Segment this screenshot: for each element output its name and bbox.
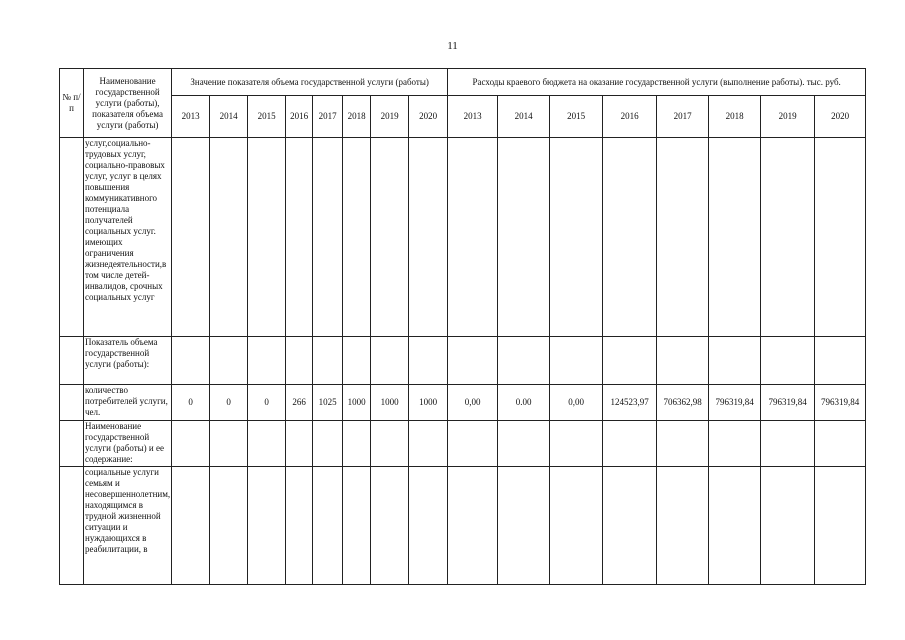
header-year-value: 2017: [313, 96, 343, 138]
row-num-cell: [60, 421, 84, 467]
expense-cell: [815, 421, 866, 467]
expense-cell: [448, 467, 498, 585]
header-year-value: 2018: [343, 96, 371, 138]
value-cell: [172, 138, 210, 337]
header-year-value: 2019: [371, 96, 409, 138]
header-year-value: 2015: [248, 96, 286, 138]
value-cell: [409, 421, 448, 467]
row-num-cell: [60, 138, 84, 337]
expense-cell: [498, 467, 550, 585]
header-year-expense: 2013: [448, 96, 498, 138]
expense-cell: 0,00: [448, 385, 498, 421]
value-cell: [343, 138, 371, 337]
expense-cell: [761, 337, 815, 385]
value-cell: [371, 421, 409, 467]
row-label: социальные услуги семьям и несовершеннолетним, находящимся в трудной жизненной ситуации и нуждающихся в реабилитации, в: [84, 467, 172, 585]
header-num: № п/ п: [60, 69, 84, 138]
header-name: Наименование государственной услуги (работы), показателя объема услуги (работы): [84, 69, 172, 138]
value-cell: 1025: [313, 385, 343, 421]
expense-cell: [815, 467, 866, 585]
row-label: Наименование государственной услуги (работы) и ее содержание:: [84, 421, 172, 467]
expense-cell: [709, 421, 761, 467]
row-num-cell: [60, 467, 84, 585]
expense-cell: [603, 337, 657, 385]
table-row: [60, 385, 866, 421]
expense-cell: [815, 138, 866, 337]
value-cell: [286, 138, 313, 337]
expense-cell: 0.00: [498, 385, 550, 421]
expense-cell: [761, 467, 815, 585]
value-cell: [210, 138, 248, 337]
value-cell: [409, 138, 448, 337]
header-year-expense: 2018: [709, 96, 761, 138]
value-cell: [313, 138, 343, 337]
expense-cell: [498, 421, 550, 467]
value-cell: 0: [172, 385, 210, 421]
header-year-value: 2013: [172, 96, 210, 138]
value-cell: [286, 421, 313, 467]
value-cell: [371, 337, 409, 385]
value-cell: 0: [210, 385, 248, 421]
expense-cell: [550, 421, 603, 467]
header-year-expense: 2020: [815, 96, 866, 138]
expense-cell: 0,00: [550, 385, 603, 421]
value-cell: [210, 421, 248, 467]
table-row: [60, 421, 866, 467]
expense-cell: 706362,98: [657, 385, 709, 421]
value-cell: [248, 138, 286, 337]
expense-cell: [498, 138, 550, 337]
value-cell: [248, 337, 286, 385]
value-cell: 1000: [343, 385, 371, 421]
page-number: 11: [447, 40, 458, 52]
value-cell: [313, 337, 343, 385]
expense-cell: [448, 421, 498, 467]
value-cell: [343, 421, 371, 467]
value-cell: [172, 337, 210, 385]
expense-cell: [761, 421, 815, 467]
expense-cell: 796319,84: [709, 385, 761, 421]
expense-cell: 796319,84: [761, 385, 815, 421]
expense-cell: 796319,84: [815, 385, 866, 421]
table-row: [60, 337, 866, 385]
expense-cell: [657, 337, 709, 385]
expense-cell: [550, 337, 603, 385]
expense-cell: [448, 337, 498, 385]
header-year-expense: 2014: [498, 96, 550, 138]
value-cell: [248, 467, 286, 585]
expense-cell: [448, 138, 498, 337]
expense-cell: [815, 337, 866, 385]
value-cell: [409, 337, 448, 385]
header-value-group: Значение показателя объема государственной услуги (работы): [172, 69, 448, 96]
header-year-expense: 2019: [761, 96, 815, 138]
header-year-expense: 2015: [550, 96, 603, 138]
value-cell: [210, 337, 248, 385]
header-year-value: 2014: [210, 96, 248, 138]
value-cell: [248, 421, 286, 467]
value-cell: [210, 467, 248, 585]
table-row: [60, 138, 866, 337]
budget-table: [59, 68, 866, 585]
value-cell: [409, 467, 448, 585]
header-year-value: 2016: [286, 96, 313, 138]
value-cell: [172, 421, 210, 467]
expense-cell: [657, 138, 709, 337]
expense-cell: [550, 138, 603, 337]
value-cell: [172, 467, 210, 585]
value-cell: [286, 337, 313, 385]
header-year-value: 2020: [409, 96, 448, 138]
row-label: количество потребителей услуги, чел.: [84, 385, 172, 421]
expense-cell: [603, 138, 657, 337]
expense-cell: [657, 421, 709, 467]
value-cell: [371, 138, 409, 337]
expense-cell: [761, 138, 815, 337]
expense-cell: [709, 467, 761, 585]
row-label: услуг,социально-трудовых услуг, социально-правовых услуг, услуг в целях повышения коммуникативного потенциала получателей социальных услуг. имеющих ограничения жизнедеятельности,в том числе детей-инвалидов, срочных социальных услуг: [84, 138, 172, 337]
header-expense-group: Расходы краевого бюджета на оказание государственной услуги (выполнение работы). тыс. руб.: [448, 69, 866, 96]
expense-cell: [709, 138, 761, 337]
row-label: Показатель объема государственной услуги (работы):: [84, 337, 172, 385]
header-year-expense: 2017: [657, 96, 709, 138]
expense-cell: [550, 467, 603, 585]
value-cell: [313, 467, 343, 585]
expense-cell: [498, 337, 550, 385]
value-cell: [343, 337, 371, 385]
value-cell: 266: [286, 385, 313, 421]
value-cell: [343, 467, 371, 585]
value-cell: 0: [248, 385, 286, 421]
expense-cell: 124523,97: [603, 385, 657, 421]
value-cell: [371, 467, 409, 585]
row-num-cell: [60, 385, 84, 421]
row-num-cell: [60, 337, 84, 385]
value-cell: [313, 421, 343, 467]
expense-cell: [603, 421, 657, 467]
expense-cell: [603, 467, 657, 585]
header-year-expense: 2016: [603, 96, 657, 138]
expense-cell: [657, 467, 709, 585]
value-cell: 1000: [371, 385, 409, 421]
expense-cell: [709, 337, 761, 385]
table-row: [60, 467, 866, 585]
value-cell: 1000: [409, 385, 448, 421]
value-cell: [286, 467, 313, 585]
